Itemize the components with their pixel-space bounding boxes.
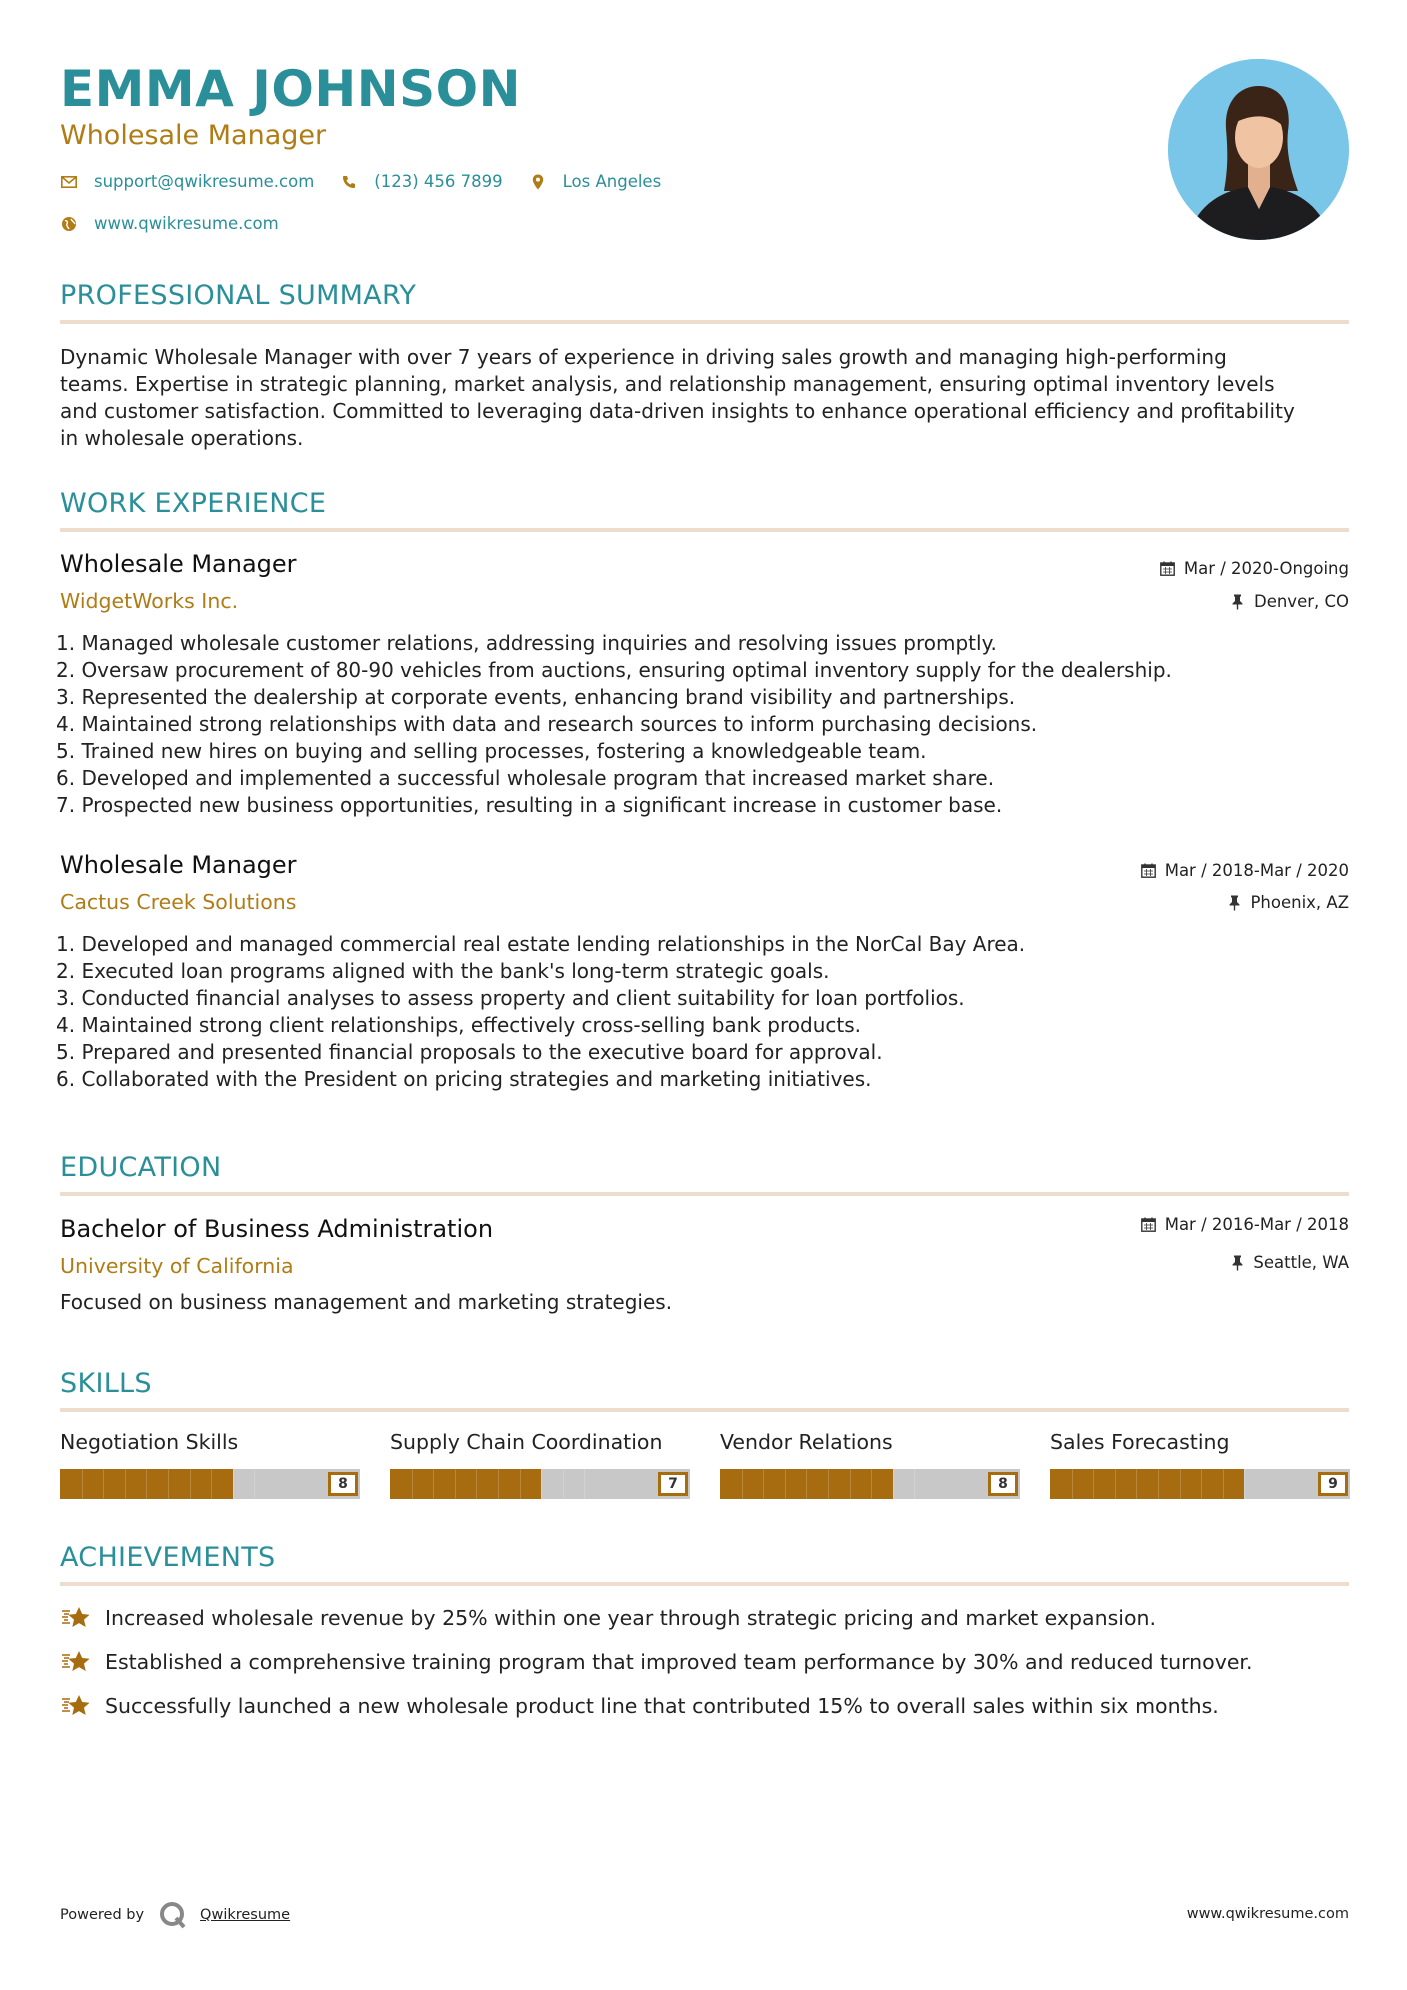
skill-bar-segment [1072, 1469, 1073, 1499]
skill-level-badge: 9 [1318, 1472, 1348, 1496]
section-title-experience: WORK EXPERIENCE [60, 488, 327, 519]
job-bullets [56, 931, 1356, 1093]
section-divider [60, 1582, 1349, 1586]
skill-bar-segment [785, 1469, 786, 1499]
summary-line: in wholesale operations. [60, 426, 304, 450]
list-item: 1. Developed and managed commercial real estate lending relationships in the NorCal Bay Area. [56, 932, 1026, 956]
section-title-achievements: ACHIEVEMENTS [60, 1542, 276, 1573]
skill-bar-segment [584, 1469, 585, 1499]
skill-bar-segment [455, 1469, 456, 1499]
footer-powered-by [60, 1900, 290, 1930]
skill-level-fill [390, 1469, 541, 1499]
achievement-item: Successfully launched a new wholesale product line that contributed 15% to overall sales within six months. [60, 1692, 1219, 1720]
skill-bar-segment [412, 1469, 413, 1499]
list-item: 4. Maintained strong relationships with data and research sources to inform purchasing decisions. [56, 712, 1038, 736]
skill-bar-segment [1136, 1469, 1137, 1499]
list-item: 4. Maintained strong client relationships, effectively cross-selling bank products. [56, 1013, 861, 1037]
section-title-education: EDUCATION [60, 1152, 222, 1183]
list-item: 7. Prospected new business opportunities, resulting in a significant increase in customer base. [56, 793, 1003, 817]
pushpin-icon [1228, 1254, 1246, 1272]
summary-line: teams. Expertise in strategic planning, market analysis, and relationship management, ensuring optimal inventory levels [60, 372, 1275, 396]
job-title: Wholesale Manager [60, 550, 297, 578]
list-item: 3. Conducted financial analyses to assess property and client suitability for loan portfolios. [56, 986, 965, 1010]
skill-bar-segment [233, 1469, 234, 1499]
envelope-icon [60, 173, 78, 191]
achievement-item: Established a comprehensive training program that improved team performance by 30% and reduced turnover. [60, 1648, 1253, 1676]
map-pin-icon [529, 173, 547, 191]
skill-level-bar [720, 1469, 1020, 1499]
skill-bar-segment [563, 1469, 564, 1499]
school-name: University of California [60, 1254, 294, 1278]
skill-bar-segment [914, 1469, 915, 1499]
avatar [1168, 59, 1349, 240]
skill-bar-segment [82, 1469, 83, 1499]
footer-website-link[interactable]: www.qwikresume.com [1186, 1906, 1349, 1922]
skill-bar-segment [168, 1469, 169, 1499]
job-location: Phoenix, AZ [1225, 893, 1349, 912]
skill-bar-segment [893, 1469, 894, 1499]
list-item: 5. Trained new hires on buying and selling processes, fostering a knowledgeable team. [56, 739, 927, 763]
pushpin-icon [1229, 593, 1247, 611]
list-item: 2. Executed loan programs aligned with the bank's long-term strategic goals. [56, 959, 830, 983]
skill-bar-segment [146, 1469, 147, 1499]
degree-title: Bachelor of Business Administration [60, 1215, 494, 1243]
candidate-name: EMMA JOHNSON [60, 60, 521, 118]
star-icon [60, 1692, 92, 1720]
calendar-icon [1159, 560, 1177, 578]
skill-bar-segment [1158, 1469, 1159, 1499]
skill-name: Supply Chain Coordination [390, 1430, 663, 1454]
skill-level-badge: 8 [328, 1472, 358, 1496]
calendar-icon [1140, 1216, 1158, 1234]
list-item: 6. Developed and implemented a successful wholesale program that increased market share. [56, 766, 995, 790]
contact-row-secondary [60, 214, 305, 233]
skill-level-bar [1050, 1469, 1350, 1499]
company-name: WidgetWorks Inc. [60, 589, 239, 613]
skill-name: Sales Forecasting [1050, 1430, 1230, 1454]
skill-bar-segment [1223, 1469, 1224, 1499]
summary-line: and customer satisfaction. Committed to leveraging data-driven insights to enhance operational efficiency and profitability [60, 399, 1295, 423]
skill-bar-segment [476, 1469, 477, 1499]
phone-icon [340, 173, 358, 191]
skill-bar-segment [498, 1469, 499, 1499]
list-item: 3. Represented the dealership at corporate events, enhancing brand visibility and partnerships. [56, 685, 1016, 709]
section-divider [60, 1408, 1349, 1412]
job-location: Denver, CO [1229, 592, 1349, 611]
skill-level-bar [390, 1469, 690, 1499]
skill-bar-segment [806, 1469, 807, 1499]
section-divider [60, 1192, 1349, 1196]
skill-bar-segment [1115, 1469, 1116, 1499]
section-title-skills: SKILLS [60, 1368, 152, 1399]
calendar-icon [1140, 862, 1158, 880]
list-item: 5. Prepared and presented financial proposals to the executive board for approval. [56, 1040, 883, 1064]
qwikresume-logo-icon [158, 1900, 188, 1930]
company-name: Cactus Creek Solutions [60, 890, 297, 914]
skill-level-fill [1050, 1469, 1244, 1499]
education-dates: Mar / 2016-Mar / 2018 [1140, 1215, 1349, 1234]
skill-name: Vendor Relations [720, 1430, 893, 1454]
candidate-role: Wholesale Manager [60, 120, 327, 151]
skill-bar-segment [254, 1469, 255, 1499]
education-description: Focused on business management and marketing strategies. [60, 1290, 673, 1314]
contact-row-primary [60, 172, 687, 191]
qwikresume-link[interactable]: Qwikresume [200, 1907, 291, 1923]
skill-bar-segment [125, 1469, 126, 1499]
skill-level-bar [60, 1469, 360, 1499]
skill-bar-segment [103, 1469, 104, 1499]
skill-name: Negotiation Skills [60, 1430, 239, 1454]
skill-bar-segment [211, 1469, 212, 1499]
skill-bar-segment [871, 1469, 872, 1499]
skill-bar-segment [433, 1469, 434, 1499]
star-icon [60, 1604, 92, 1632]
phone-text: (123) 456 7899 [374, 172, 503, 191]
skill-level-badge: 7 [658, 1472, 688, 1496]
skill-bar-segment [742, 1469, 743, 1499]
skill-bar-segment [1180, 1469, 1181, 1499]
job-bullets [56, 630, 1356, 819]
email-link[interactable]: support@qwikresume.com [94, 172, 315, 191]
skill-bar-segment [850, 1469, 851, 1499]
list-item: 2. Oversaw procurement of 80-90 vehicles from auctions, ensuring optimal inventory supply for the dealership. [56, 658, 1172, 682]
job-dates: Mar / 2018-Mar / 2020 [1140, 861, 1349, 880]
skill-bar-segment [1201, 1469, 1202, 1499]
summary-text [60, 344, 1295, 452]
job-dates: Mar / 2020-Ongoing [1159, 559, 1349, 578]
skill-bar-segment [541, 1469, 542, 1499]
skill-bar-segment [520, 1469, 521, 1499]
achievement-item: Increased wholesale revenue by 25% within one year through strategic pricing and market expansion. [60, 1604, 1156, 1632]
section-divider [60, 528, 1349, 532]
pushpin-icon [1225, 894, 1243, 912]
skill-level-badge: 8 [988, 1472, 1018, 1496]
job-title: Wholesale Manager [60, 851, 297, 879]
summary-line: Dynamic Wholesale Manager with over 7 years of experience in driving sales growth and managing high-performing [60, 345, 1227, 369]
powered-by-text: Powered by [60, 1907, 145, 1923]
education-location: Seattle, WA [1228, 1253, 1349, 1272]
website-link[interactable]: www.qwikresume.com [94, 214, 279, 233]
skill-bar-segment [763, 1469, 764, 1499]
section-divider [60, 320, 1349, 324]
globe-icon [60, 215, 78, 233]
star-icon [60, 1648, 92, 1676]
location-text: Los Angeles [562, 172, 662, 191]
list-item: 6. Collaborated with the President on pricing strategies and marketing initiatives. [56, 1067, 872, 1091]
section-title-summary: PROFESSIONAL SUMMARY [60, 280, 417, 311]
list-item: 1. Managed wholesale customer relations, addressing inquiries and resolving issues promptly. [56, 631, 997, 655]
skill-bar-segment [1093, 1469, 1094, 1499]
skill-bar-segment [828, 1469, 829, 1499]
skill-bar-segment [190, 1469, 191, 1499]
skill-bar-segment [1244, 1469, 1245, 1499]
